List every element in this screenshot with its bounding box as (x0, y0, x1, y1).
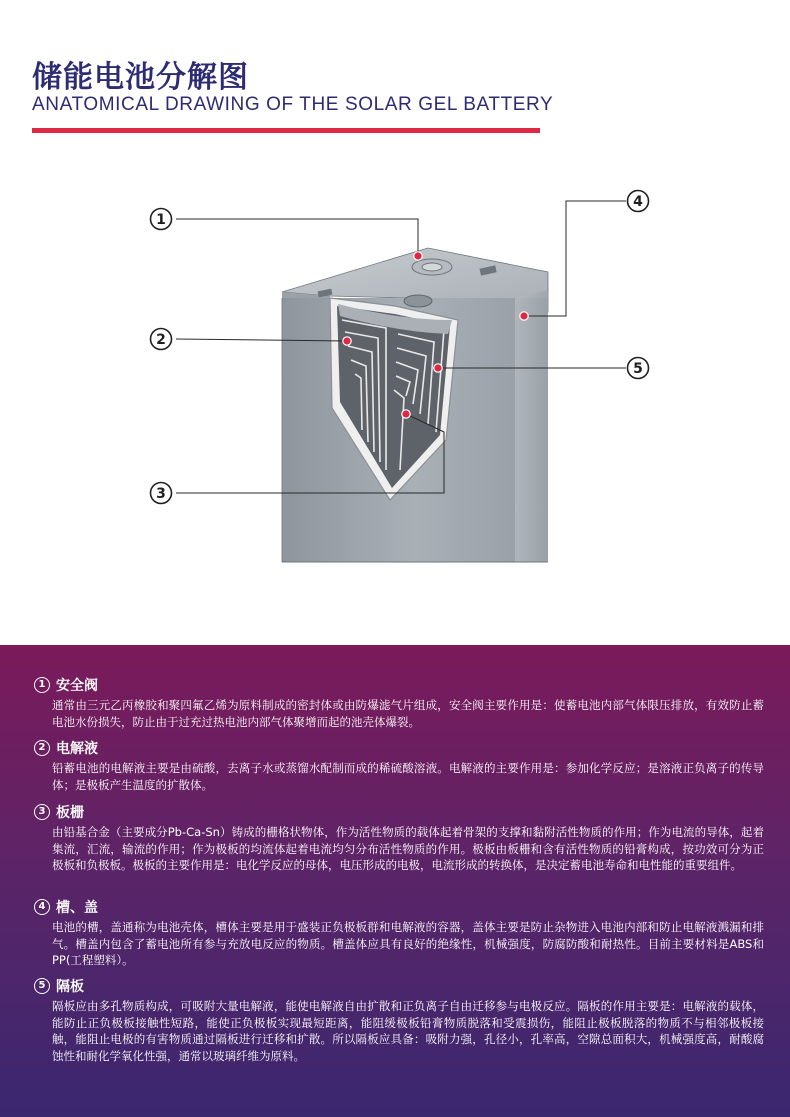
callout-circle-5 (628, 358, 649, 379)
title-accent-rule (32, 128, 540, 133)
marker-separator (434, 364, 442, 372)
svg-text:4: 4 (633, 194, 643, 210)
marker-safety-valve (414, 252, 422, 260)
circled-one-icon: 1 (34, 677, 50, 693)
section-body: 铅蓄电池的电解液主要是由硫酸，去离子水或蒸馏水配制而成的稀硫酸溶液。电解液的主要作用是：参加化学反应；是溶液正负离子的传导体；是极板产生温度的扩散体。 (52, 761, 764, 792)
svg-text:2: 2 (156, 332, 166, 348)
svg-text:5: 5 (633, 361, 643, 377)
section-title: 电解液 (56, 741, 98, 757)
callout-circle-4 (628, 191, 649, 212)
section-safety-valve (34, 675, 764, 730)
section-electrolyte (34, 738, 764, 793)
section-separator (34, 976, 764, 1064)
section-title: 隔板 (56, 979, 84, 995)
circled-three-icon: 3 (34, 804, 50, 820)
battery-exploded-figure (0, 170, 790, 610)
callout-circle-1 (151, 209, 172, 230)
callout-circle-3 (151, 483, 172, 504)
description-panel (0, 645, 790, 1117)
page-title-en: ANATOMICAL DRAWING OF THE SOLAR GEL BATTERY (32, 94, 554, 115)
circled-five-icon: 5 (34, 978, 50, 994)
section-body: 通常由三元乙丙橡胶和聚四氟乙烯为原料制成的密封体或由防爆滤气片组成，安全阀主要作用是：使蓄电池内部气体限压排放，有效防止蓄电池水份损失，防止由于过充过热电池内部气体聚增而起的池壳体爆裂。 (52, 698, 764, 729)
section-case-lid (34, 897, 764, 969)
marker-case-lid (520, 312, 528, 320)
svg-text:1: 1 (156, 212, 166, 228)
section-grid (34, 802, 764, 874)
section-title: 安全阀 (56, 678, 98, 694)
section-title: 槽、盖 (56, 900, 98, 916)
section-body: 电池的槽，盖通称为电池壳体，槽体主要是用于盛装正负极板群和电解液的容器，盖体主要是防止杂物进入电池内部和防止电解液溅漏和排气。槽盖内包含了蓄电池所有参与充放电反应的物质。槽盖体应具有良好的绝缘性，机械强度，防腐防酸和耐热性。目前主要材料是ABS和PP(工程塑料）。 (52, 920, 764, 967)
circled-two-icon: 2 (34, 740, 50, 756)
callout-circle-2 (151, 329, 172, 350)
section-body: 隔板应由多孔物质构成，可吸附大量电解液，能使电解液自由扩散和正负离子自由迁移参与电极反应。隔板的作用主要是：电解液的载体，能防止正负极板接触性短路，能使正负极板实现最短距离，能阻缓极板铅膏物质脱落和受震损伤，能阻止极板脱落的物质不与相邻极板接触，能阻止电极的有害物质通过隔板进行迁移和扩散。所以隔板应具备：吸附力强，孔径小，孔率高，空隙总面积大，机械强度高，耐酸腐蚀性和耐化学氧化性强，通常以玻璃纤维为原料。 (52, 999, 764, 1063)
marker-grid (402, 410, 410, 418)
marker-electrolyte (343, 337, 351, 345)
section-title: 板栅 (56, 805, 84, 821)
page-title-cn: 储能电池分解图 (32, 60, 249, 95)
section-body: 由铅基合金（主要成分Pb-Ca-Sn）铸成的栅格状物体，作为活性物质的载体起着骨架的支撑和黏附活性物质的作用；作为电流的导体，起着集流，汇流，输流的作用；作为极板的均流体起着电流均匀分布活性物质的作用。极板由板栅和含有活性物质的铅膏构成，按功效可分为正极板和负极板。极板的主要作用是：电化学反应的母体，电压形成的电极，电流形成的转换体，是决定蓄电池寿命和电性能的重要组件。 (52, 825, 764, 872)
svg-text:3: 3 (156, 486, 166, 502)
circled-four-icon: 4 (34, 899, 50, 915)
